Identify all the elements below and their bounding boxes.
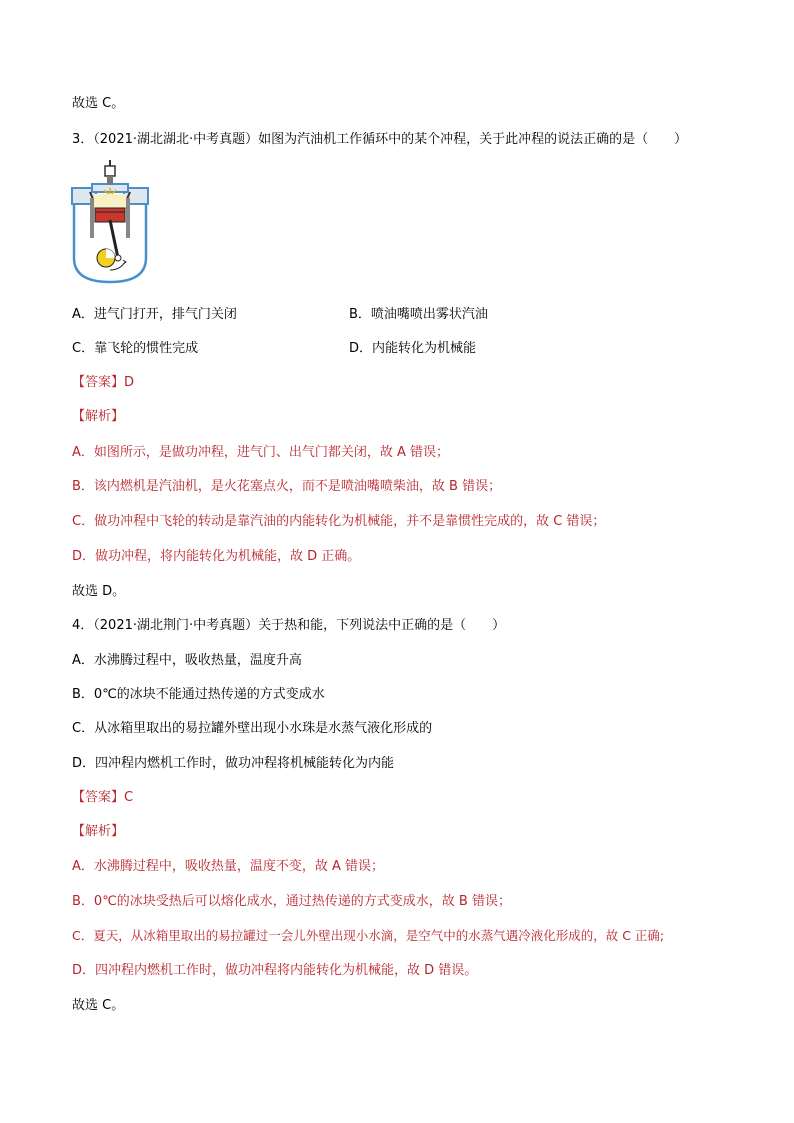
answer-value: C bbox=[124, 790, 134, 805]
question-4-analysis-b: B．0℃的冰块受热后可以熔化成水，通过热传递的方式变成水，故 B 错误； bbox=[72, 894, 511, 909]
question-4-conclusion: 故选 C。 bbox=[72, 998, 125, 1013]
engine-stroke-diagram-icon bbox=[70, 160, 150, 285]
question-4-option-a: A．水沸腾过程中，吸收热量，温度升高 bbox=[72, 653, 302, 668]
question-4-answer bbox=[72, 789, 133, 807]
question-4-option-c: C．从冰箱里取出的易拉罐外壁出现小水珠是水蒸气液化形成的 bbox=[72, 721, 433, 736]
question-3-analysis-a: A．如图所示，是做功冲程，进气门、出气门都关闭，故 A 错误； bbox=[72, 445, 450, 460]
question-3-analysis-d: D．做功冲程，将内能转化为机械能，故 D 正确。 bbox=[72, 549, 361, 564]
question-4-analysis-a: A．水沸腾过程中，吸收热量，温度不变，故 A 错误； bbox=[72, 859, 385, 874]
question-3-conclusion: 故选 D。 bbox=[72, 584, 126, 599]
question-3-stem: 3．（2021·湖北湖北·中考真题）如图为汽油机工作循环中的某个冲程，关于此冲程的说法正确的是（ ） bbox=[72, 132, 688, 147]
question-4-stem: 4．（2021·湖北荆门·中考真题）关于热和能，下列说法中正确的是（ ） bbox=[72, 618, 506, 633]
question-3-analysis-c: C．做功冲程中飞轮的转动是靠汽油的内能转化为机械能，并不是靠惯性完成的，故 C 错误； bbox=[72, 514, 606, 529]
question-3-answer bbox=[72, 374, 134, 392]
question-3-analysis-b: B．该内燃机是汽油机，是火花塞点火，而不是喷油嘴喷柴油，故 B 错误； bbox=[72, 479, 502, 494]
answer-label: 【答案】 bbox=[72, 375, 125, 390]
question-3-option-c: C．靠飞轮的惯性完成 bbox=[72, 341, 199, 356]
question-4-analysis-label: 【解析】 bbox=[72, 824, 125, 839]
question-3-option-b: B．喷油嘴喷出雾状汽油 bbox=[349, 307, 488, 322]
answer-value: D bbox=[124, 375, 135, 390]
previous-conclusion: 故选 C。 bbox=[72, 96, 125, 111]
question-4-analysis-c: C．夏天，从冰箱里取出的易拉罐过一会儿外壁出现小水滴，是空气中的水蒸气遇冷液化形成的，故 C 正确; bbox=[72, 928, 665, 943]
question-3-option-a: A．进气门打开，排气门关闭 bbox=[72, 307, 237, 322]
question-3-analysis-label: 【解析】 bbox=[72, 409, 125, 424]
question-4-option-d: D．四冲程内燃机工作时，做功冲程将机械能转化为内能 bbox=[72, 756, 395, 771]
answer-label: 【答案】 bbox=[72, 790, 125, 805]
question-4-option-b: B．0℃的冰块不能通过热传递的方式变成水 bbox=[72, 687, 325, 702]
question-3-option-d: D．内能转化为机械能 bbox=[349, 341, 477, 356]
question-4-analysis-d: D．四冲程内燃机工作时，做功冲程将内能转化为机械能，故 D 错误。 bbox=[72, 963, 478, 978]
